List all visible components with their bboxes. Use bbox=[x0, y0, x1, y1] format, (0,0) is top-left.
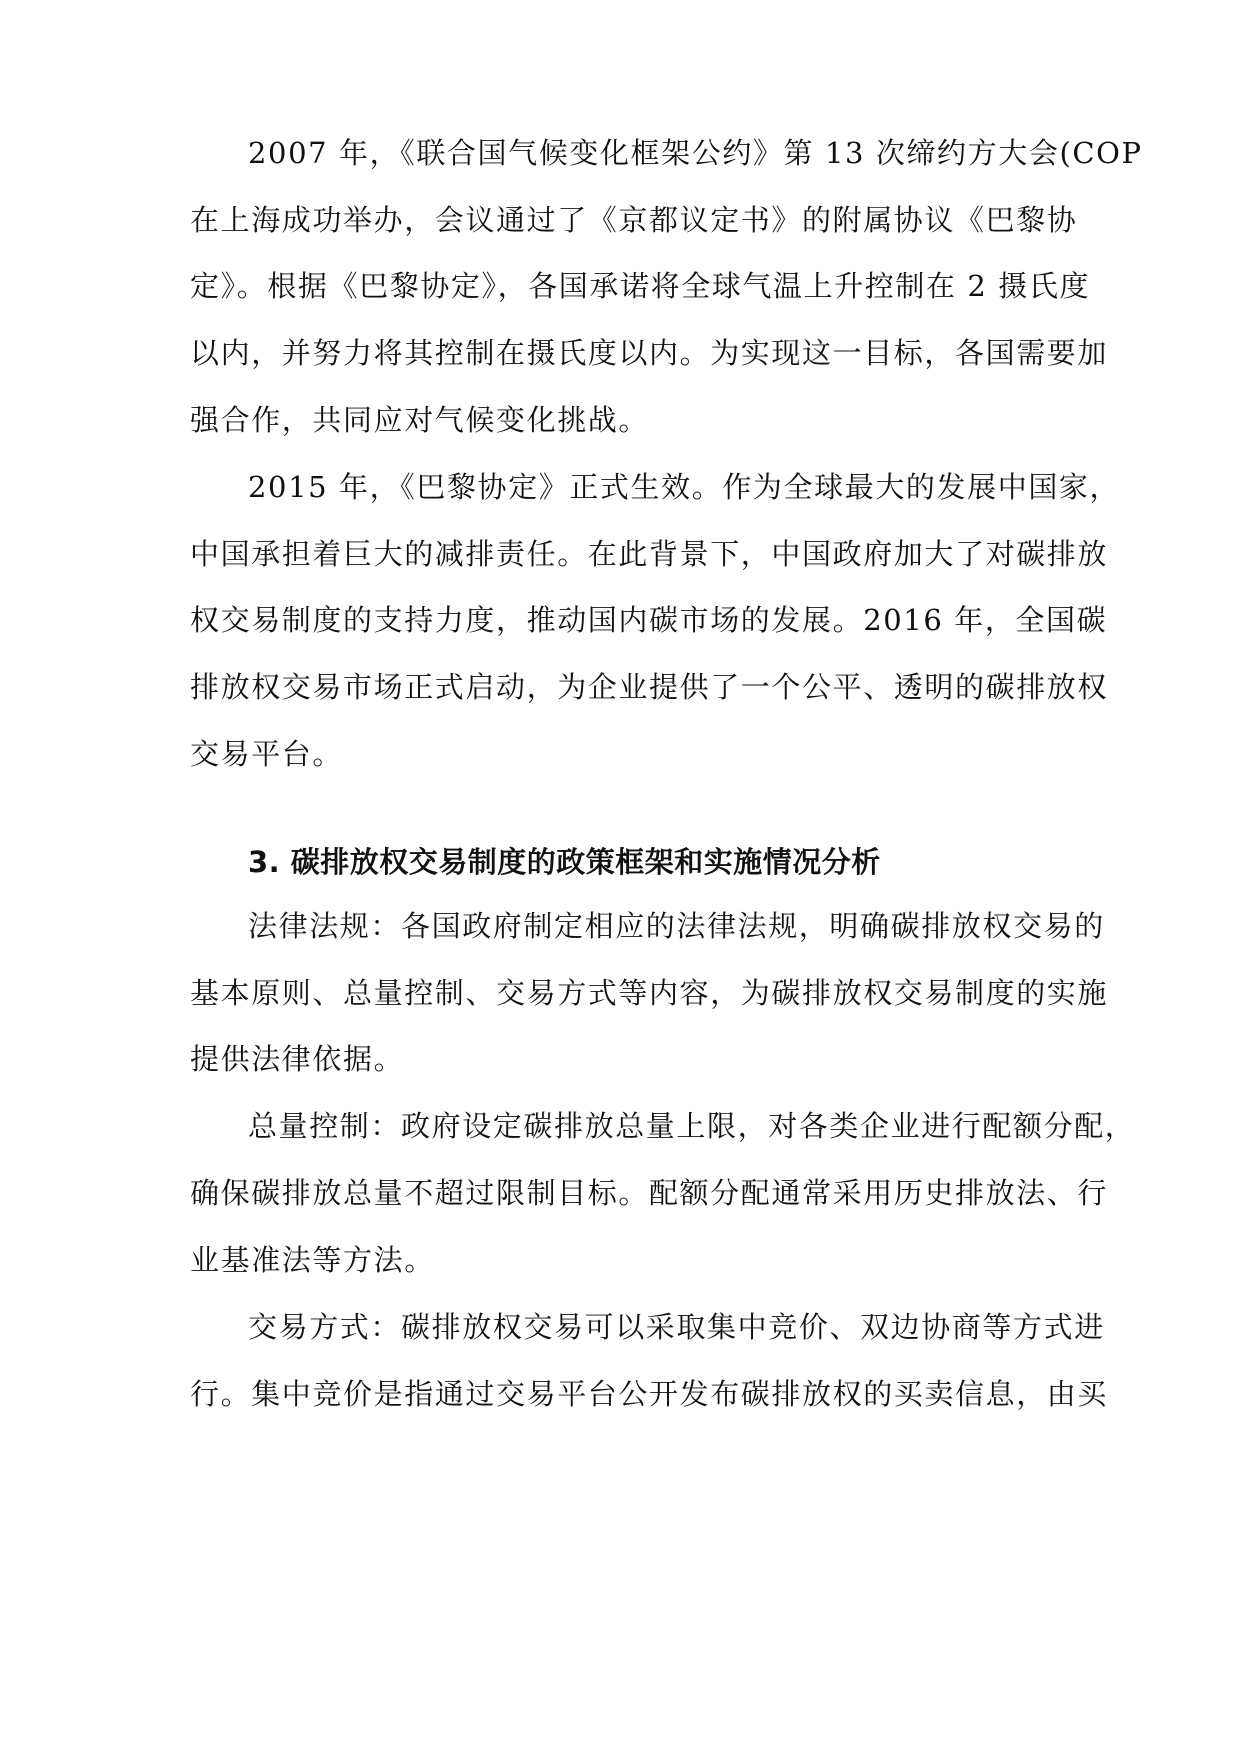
paragraph-line: 强合作，共同应对气候变化挑战。 bbox=[190, 403, 650, 437]
paragraph-line: 交易平台。 bbox=[190, 737, 344, 771]
paragraph-line: 提供法律依据。 bbox=[190, 1042, 405, 1076]
paragraph-line: 确保碳排放总量不超过限制目标。配额分配通常采用历史排放法、行 bbox=[190, 1176, 1109, 1210]
paragraph-line: 排放权交易市场正式启动，为企业提供了一个公平、透明的碳排放权 bbox=[190, 670, 1109, 704]
paragraph-line: 基本原则、总量控制、交易方式等内容，为碳排放权交易制度的实施 bbox=[190, 976, 1109, 1010]
paragraph-line: 2007 年，《联合国气候变化框架公约》第 13 次缔约方大会(COP bbox=[248, 136, 1143, 170]
paragraph-line: 定》。根据《巴黎协定》，各国承诺将全球气温上升控制在 2 摄氏度 bbox=[190, 269, 1091, 303]
paragraph-line: 总量控制：政府设定碳排放总量上限，对各类企业进行配额分配， bbox=[248, 1109, 1136, 1143]
paragraph-line: 权交易制度的支持力度，推动国内碳市场的发展。2016 年，全国碳 bbox=[190, 603, 1108, 637]
paragraph-line: 行。集中竞价是指通过交易平台公开发布碳排放权的买卖信息，由买 bbox=[190, 1377, 1109, 1411]
paragraph-line: 交易方式：碳排放权交易可以采取集中竞价、双边协商等方式进 bbox=[248, 1310, 1105, 1344]
section-heading: 3. 碳排放权交易制度的政策框架和实施情况分析 bbox=[248, 845, 881, 879]
paragraph-line: 在上海成功举办，会议通过了《京都议定书》的附属协议《巴黎协 bbox=[190, 203, 1078, 237]
paragraph-line: 2015 年，《巴黎协定》正式生效。作为全球最大的发展中国家， bbox=[248, 470, 1121, 504]
paragraph-line: 法律法规：各国政府制定相应的法律法规，明确碳排放权交易的 bbox=[248, 909, 1105, 943]
paragraph-line: 中国承担着巨大的减排责任。在此背景下，中国政府加大了对碳排放 bbox=[190, 537, 1109, 571]
paragraph-line: 以内，并努力将其控制在摄氏度以内。为实现这一目标，各国需要加 bbox=[190, 336, 1109, 370]
paragraph-line: 业基准法等方法。 bbox=[190, 1243, 435, 1277]
